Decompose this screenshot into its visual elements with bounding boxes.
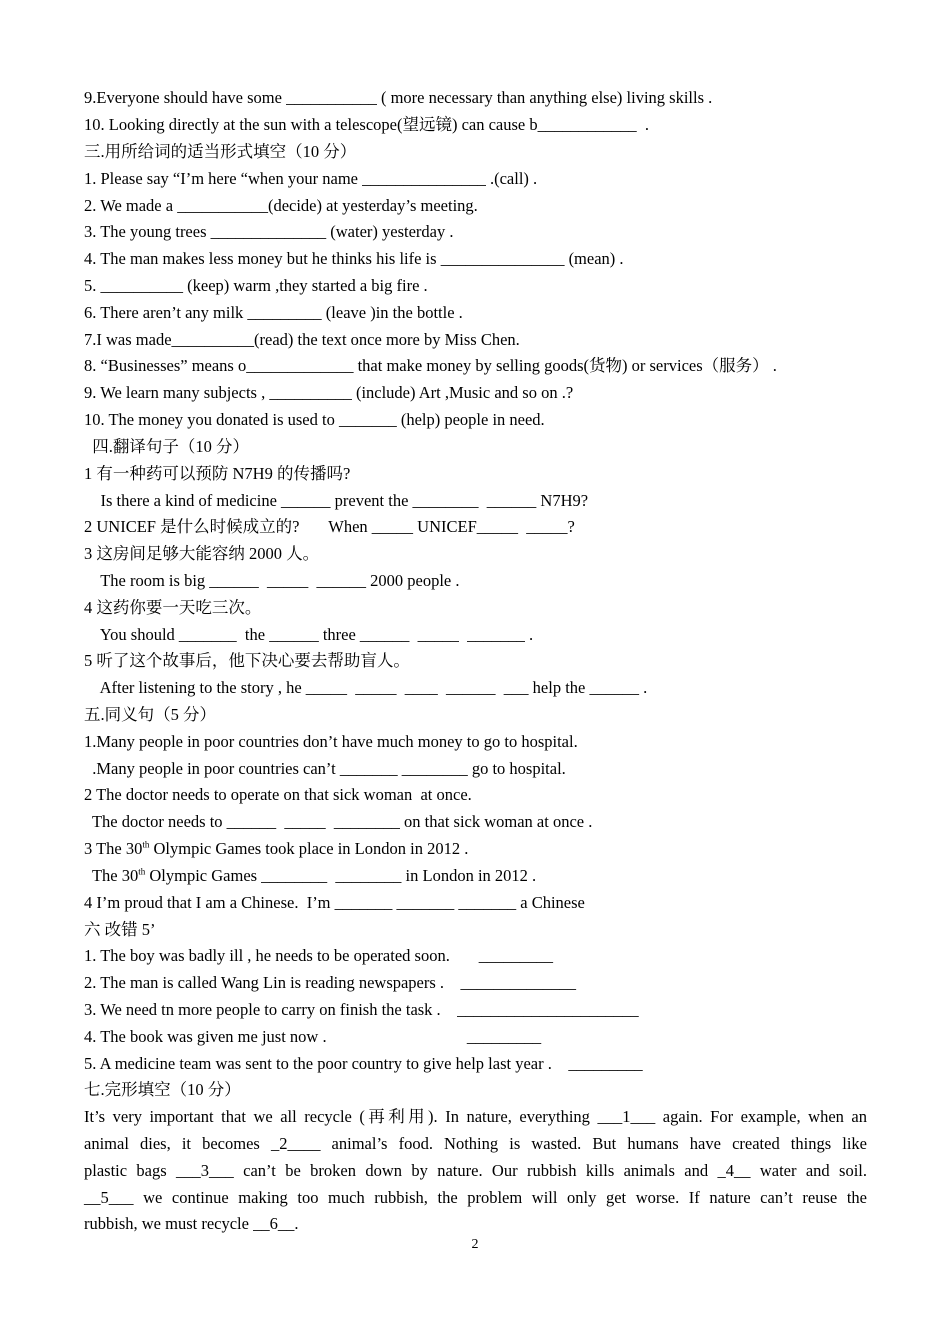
section3-question-6: 6. There aren’t any milk _________ (leave )in the bottle .: [84, 303, 463, 322]
section6-question-4: 4. The book was given me just now . _________: [84, 1027, 542, 1046]
section5-title: 五.同义句（5 分）: [84, 705, 216, 724]
section3-question-1: 1. Please say “I’m here “when your name _______________ .(call) .: [84, 169, 538, 188]
section5-question-1-original: 1.Many people in poor countries don’t have much money to go to hospital.: [84, 732, 578, 751]
section3-question-8: 8. “Businesses” means o_____________ that make money by selling goods(货物) or services（服务） .: [84, 356, 777, 375]
section4-question-1-english: Is there a kind of medicine ______ prevent the ________ ______ N7H9?: [84, 491, 589, 510]
section3-question-5: 5. __________ (keep) warm ,they started a big fire .: [84, 276, 428, 295]
section4-question-5-chinese: 5 听了这个故事后，他下决心要去帮助盲人。: [84, 651, 410, 670]
ordinal-suffix: th: [142, 839, 150, 850]
text-fragment: Olympic Games took place in London in 2012 .: [149, 839, 469, 858]
section4-question-5-english: After listening to the story , he _____ _____ ____ ______ ___ help the ______ .: [84, 678, 648, 697]
section6-question-5: 5. A medicine team was sent to the poor country to give help last year . _________: [84, 1054, 643, 1073]
section6-title: 六 改错 5’: [84, 920, 156, 939]
section4-question-2: 2 UNICEF 是什么时候成立的? When _____ UNICEF_____ _____?: [84, 517, 575, 536]
section6-question-1: 1. The boy was badly ill , he needs to be operated soon. _________: [84, 946, 553, 965]
section4-question-3-english: The room is big ______ _____ ______ 2000 people .: [84, 571, 460, 590]
section6-question-2: 2. The man is called Wang Lin is reading newspapers . ______________: [84, 973, 577, 992]
section2-question-10: 10. Looking directly at the sun with a telescope(望远镜) can cause b____________ .: [84, 115, 649, 134]
ordinal-suffix: th: [138, 866, 146, 877]
text-fragment: The 30: [84, 866, 139, 885]
section4-question-3-chinese: 3 这房间足够大能容纳 2000 人。: [84, 544, 320, 563]
text-fragment: Olympic Games ________ ________ in London in 2012 .: [145, 866, 537, 885]
section4-question-1-chinese: 1 有一种药可以预防 N7H9 的传播吗?: [84, 464, 351, 483]
section4-question-4-english: You should _______ the ______ three ______ _____ _______ .: [84, 625, 534, 644]
cloze-passage-line-1: It’s very important that we all recycle (再利用). In nature, everything ___1___ again. For example, when an: [84, 1107, 867, 1126]
section2-question-9: 9.Everyone should have some ___________ ( more necessary than anything else) living skills .: [84, 88, 713, 107]
section3-question-4: 4. The man makes less money but he thinks his life is _______________ (mean) .: [84, 249, 624, 268]
section7-title: 七.完形填空（10 分）: [84, 1080, 241, 1099]
section5-question-3-original: [84, 839, 468, 859]
page-number: 2: [471, 1237, 479, 1252]
section5-question-2-original: 2 The doctor needs to operate on that sick woman at once.: [84, 785, 472, 804]
section4-question-4-chinese: 4 这药你要一天吃三次。: [84, 598, 262, 617]
cloze-passage-line-2: animal dies, it becomes _2____ animal’s food. Nothing is wasted. But humans have created things like: [84, 1134, 867, 1153]
section3-question-3: 3. The young trees ______________ (water) yesterday .: [84, 222, 454, 241]
section6-question-3: 3. We need tn more people to carry on finish the task . ______________________: [84, 1000, 639, 1019]
section3-question-2: 2. We made a ___________(decide) at yesterday’s meeting.: [84, 196, 478, 215]
section3-question-10: 10. The money you donated is used to _______ (help) people in need.: [84, 410, 545, 429]
section5-question-2-rewrite: The doctor needs to ______ _____ ________ on that sick woman at once .: [84, 812, 593, 831]
cloze-passage-line-4: __5___ we continue making too much rubbish, the problem will only get worse. If nature can’t reuse the: [84, 1188, 867, 1207]
text-fragment: 3 The 30: [84, 839, 143, 858]
cloze-passage-line-3: plastic bags ___3___ can’t be broken down by nature. Our rubbish kills animals and _4__ water and soil.: [84, 1161, 867, 1180]
section3-question-7: 7.I was made__________(read) the text once more by Miss Chen.: [84, 330, 520, 349]
section3-question-9: 9. We learn many subjects , __________ (include) Art ,Music and so on .?: [84, 383, 574, 402]
section5-question-4: 4 I’m proud that I am a Chinese. I’m _______ _______ _______ a Chinese: [84, 893, 585, 912]
section4-title: 四.翻译句子（10 分）: [84, 437, 249, 456]
section3-title: 三.用所给词的适当形式填空（10 分）: [84, 142, 357, 161]
section5-question-3-rewrite: [84, 866, 536, 886]
section5-question-1-rewrite: .Many people in poor countries can’t _______ ________ go to hospital.: [84, 759, 566, 778]
cloze-passage-line-5: rubbish, we must recycle __6__.: [84, 1214, 299, 1233]
